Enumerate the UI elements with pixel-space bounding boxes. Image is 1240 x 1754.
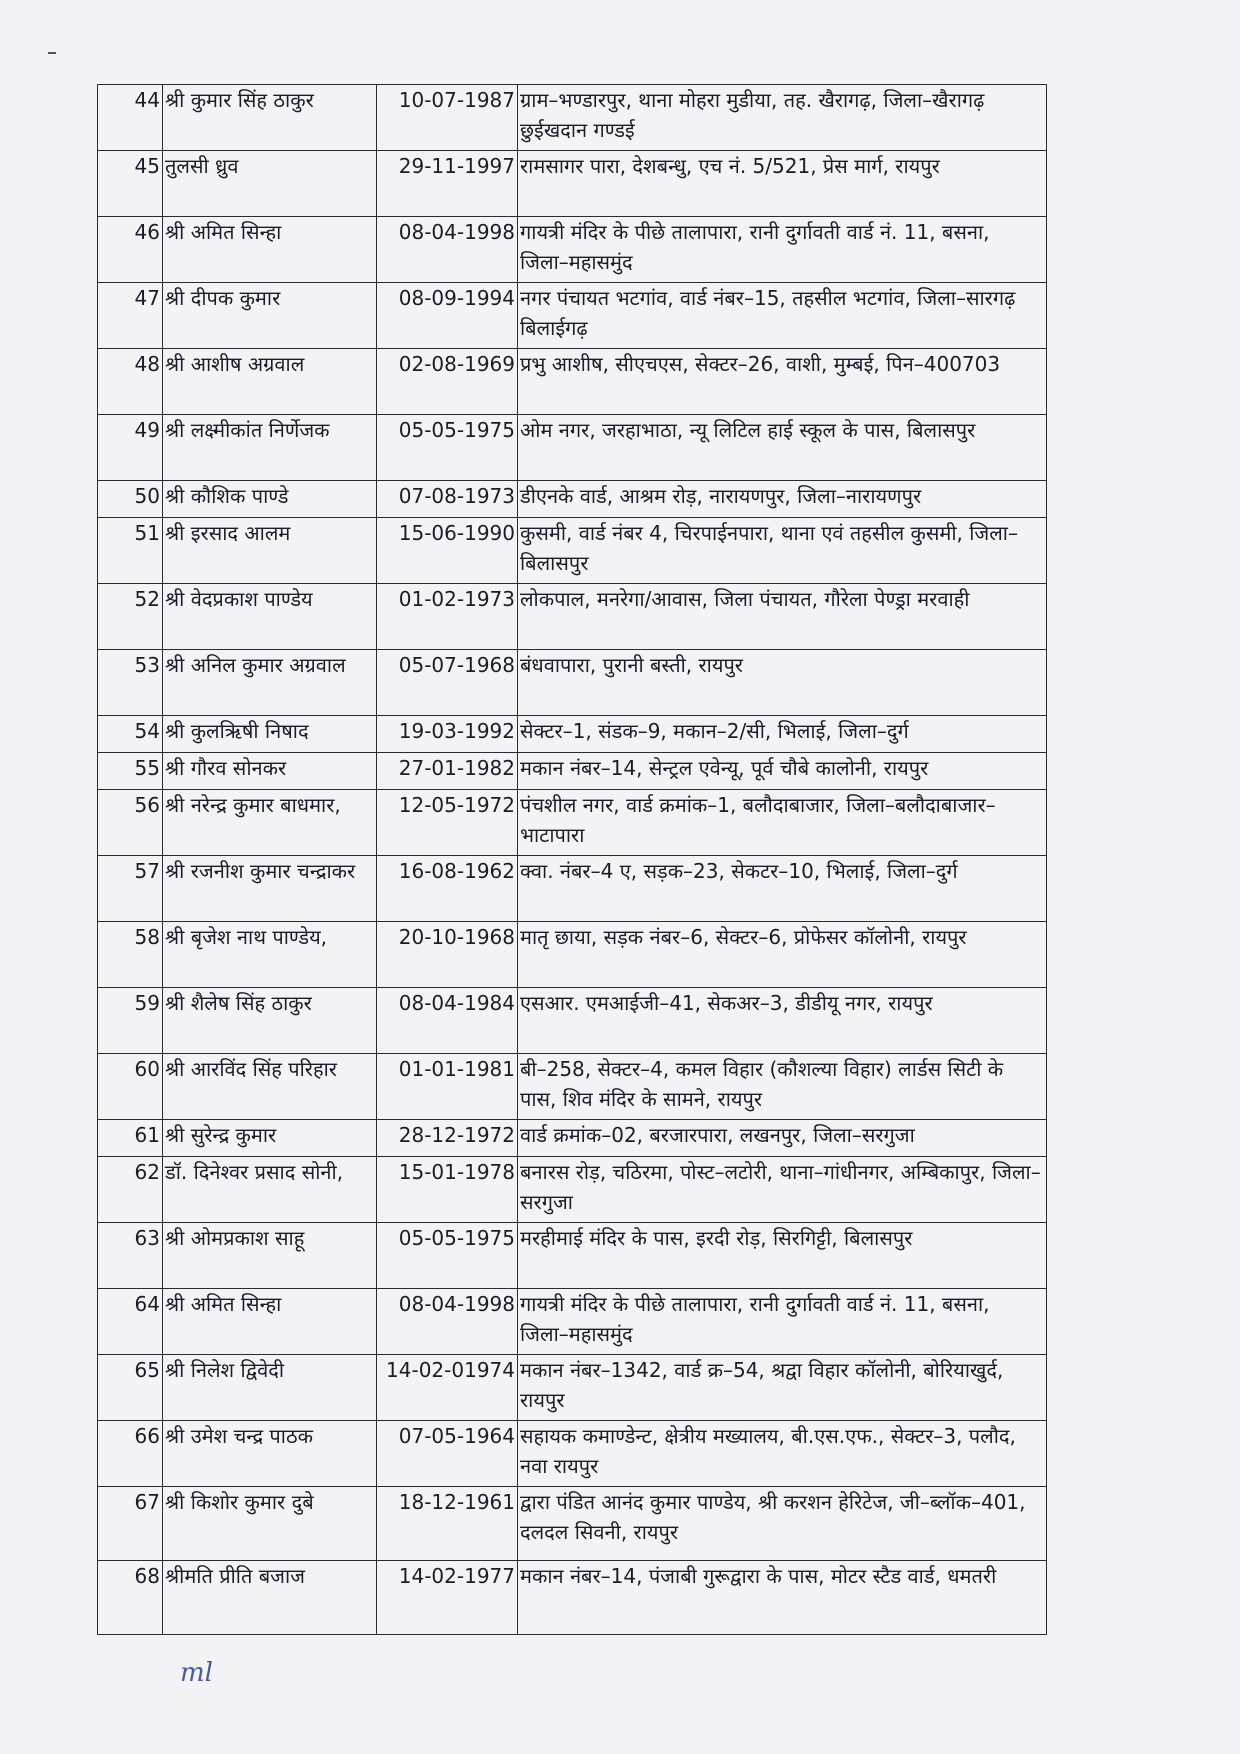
- table-row: [98, 1421, 1047, 1487]
- scan-mark: [48, 52, 56, 54]
- serial-number-cell: 60: [98, 1054, 163, 1120]
- date-of-birth-cell: 16-08-1962: [377, 856, 518, 922]
- address-cell: कुसमी, वार्ड नंबर 4, चिरपाईनपारा, थाना एवं तहसील कुसमी, जिला–बिलासपुर: [518, 518, 1047, 584]
- address-cell: रामसागर पारा, देशबन्धु, एच नं. 5/521, प्रेस मार्ग, रायपुर: [518, 151, 1047, 217]
- serial-number-cell: 57: [98, 856, 163, 922]
- address-cell: सहायक कमाण्डेन्ट, क्षेत्रीय मख्यालय, बी.एस.एफ., सेक्टर–3, पलौद, नवा रायपुर: [518, 1421, 1047, 1487]
- serial-number-cell: 56: [98, 790, 163, 856]
- date-of-birth-cell: 15-01-1978: [377, 1157, 518, 1223]
- date-of-birth-cell: 08-04-1984: [377, 988, 518, 1054]
- date-of-birth-cell: 27-01-1982: [377, 753, 518, 790]
- date-of-birth-cell: 02-08-1969: [377, 349, 518, 415]
- serial-number-cell: 52: [98, 584, 163, 650]
- address-cell: एसआर. एमआईजी–41, सेकअर–3, डीडीयू नगर, रायपुर: [518, 988, 1047, 1054]
- address-cell: मकान नंबर–14, पंजाबी गुरूद्वारा के पास, मोटर स्टैड वार्ड, धमतरी: [518, 1561, 1047, 1635]
- table-row: [98, 1157, 1047, 1223]
- serial-number-cell: 51: [98, 518, 163, 584]
- address-cell: नगर पंचायत भटगांव, वार्ड नंबर–15, तहसील भटगांव, जिला–सारगढ़ बिलाईगढ़: [518, 283, 1047, 349]
- name-cell: डॉ. दिनेश्वर प्रसाद सोनी,: [163, 1157, 377, 1223]
- serial-number-cell: 47: [98, 283, 163, 349]
- name-cell: श्री बृजेश नाथ पाण्डेय,: [163, 922, 377, 988]
- name-cell: श्री उमेश चन्द्र पाठक: [163, 1421, 377, 1487]
- table-row: [98, 716, 1047, 753]
- table-row: [98, 283, 1047, 349]
- name-cell: श्री आशीष अग्रवाल: [163, 349, 377, 415]
- date-of-birth-cell: 05-05-1975: [377, 1223, 518, 1289]
- address-cell: बनारस रोड़, चठिरमा, पोस्ट–लटोरी, थाना–गांधीनगर, अम्बिकापुर, जिला–सरगुजा: [518, 1157, 1047, 1223]
- date-of-birth-cell: 05-05-1975: [377, 415, 518, 481]
- serial-number-cell: 58: [98, 922, 163, 988]
- table-row: [98, 922, 1047, 988]
- table-row: [98, 151, 1047, 217]
- address-cell: मातृ छाया, सड़क नंबर–6, सेक्टर–6, प्रोफेसर कॉलोनी, रायपुर: [518, 922, 1047, 988]
- date-of-birth-cell: 18-12-1961: [377, 1487, 518, 1561]
- table-row: [98, 1054, 1047, 1120]
- name-cell: श्री लक्ष्मीकांत निर्णेजक: [163, 415, 377, 481]
- table-row: [98, 1120, 1047, 1157]
- date-of-birth-cell: 01-02-1973: [377, 584, 518, 650]
- serial-number-cell: 67: [98, 1487, 163, 1561]
- table-row: [98, 518, 1047, 584]
- serial-number-cell: 65: [98, 1355, 163, 1421]
- table-row: [98, 1223, 1047, 1289]
- table-row: [98, 85, 1047, 151]
- date-of-birth-cell: 12-05-1972: [377, 790, 518, 856]
- address-cell: मरहीमाई मंदिर के पास, इरदी रोड़, सिरगिट्टी, बिलासपुर: [518, 1223, 1047, 1289]
- address-cell: ग्राम–भण्डारपुर, थाना मोहरा मुडीया, तह. खैरागढ़, जिला–खैरागढ़ छुईखदान गण्डई: [518, 85, 1047, 151]
- name-cell: श्री अमित सिन्हा: [163, 1289, 377, 1355]
- address-cell: सेक्टर–1, संडक–9, मकान–2/सी, भिलाई, जिला–दुर्ग: [518, 716, 1047, 753]
- address-cell: वार्ड क्रमांक–02, बरजारपारा, लखनपुर, जिला–सरगुजा: [518, 1120, 1047, 1157]
- table-row: [98, 415, 1047, 481]
- date-of-birth-cell: 05-07-1968: [377, 650, 518, 716]
- date-of-birth-cell: 07-05-1964: [377, 1421, 518, 1487]
- address-cell: प्रभु आशीष, सीएचएस, सेक्टर–26, वाशी, मुम्बई, पिन–400703: [518, 349, 1047, 415]
- table-row: [98, 650, 1047, 716]
- serial-number-cell: 48: [98, 349, 163, 415]
- serial-number-cell: 54: [98, 716, 163, 753]
- serial-number-cell: 44: [98, 85, 163, 151]
- name-cell: श्री कौशिक पाण्डे: [163, 481, 377, 518]
- date-of-birth-cell: 01-01-1981: [377, 1054, 518, 1120]
- serial-number-cell: 49: [98, 415, 163, 481]
- name-cell: श्री ओमप्रकाश साहू: [163, 1223, 377, 1289]
- date-of-birth-cell: 19-03-1992: [377, 716, 518, 753]
- serial-number-cell: 66: [98, 1421, 163, 1487]
- name-cell: श्री अमित सिन्हा: [163, 217, 377, 283]
- address-cell: पंचशील नगर, वार्ड क्रमांक–1, बलौदाबाजार, जिला–बलौदाबाजार–भाटापारा: [518, 790, 1047, 856]
- address-cell: बंधवापारा, पुरानी बस्ती, रायपुर: [518, 650, 1047, 716]
- date-of-birth-cell: 10-07-1987: [377, 85, 518, 151]
- table-row: [98, 1355, 1047, 1421]
- name-cell: श्री आरविंद सिंह परिहार: [163, 1054, 377, 1120]
- address-cell: ओम नगर, जरहाभाठा, न्यू लिटिल हाई स्कूल के पास, बिलासपुर: [518, 415, 1047, 481]
- serial-number-cell: 50: [98, 481, 163, 518]
- serial-number-cell: 64: [98, 1289, 163, 1355]
- address-cell: क्वा. नंबर–4 ए, सड़क–23, सेकटर–10, भिलाई, जिला–दुर्ग: [518, 856, 1047, 922]
- table-row: [98, 753, 1047, 790]
- serial-number-cell: 68: [98, 1561, 163, 1635]
- table-row: [98, 988, 1047, 1054]
- address-cell: गायत्री मंदिर के पीछे तालापारा, रानी दुर्गावती वार्ड नं. 11, बसना, जिला–महासमुंद: [518, 217, 1047, 283]
- date-of-birth-cell: 08-04-1998: [377, 217, 518, 283]
- date-of-birth-cell: 28-12-1972: [377, 1120, 518, 1157]
- address-cell: मकान नंबर–1342, वार्ड क्र–54, श्रद्वा विहार कॉलोनी, बोरियाखुर्द, रायपुर: [518, 1355, 1047, 1421]
- name-cell: श्री इरसाद आलम: [163, 518, 377, 584]
- date-of-birth-cell: 15-06-1990: [377, 518, 518, 584]
- records-table-body: [98, 85, 1047, 1635]
- name-cell: श्री कुमार सिंह ठाकुर: [163, 85, 377, 151]
- serial-number-cell: 62: [98, 1157, 163, 1223]
- date-of-birth-cell: 29-11-1997: [377, 151, 518, 217]
- date-of-birth-cell: 14-02-1977: [377, 1561, 518, 1635]
- address-cell: लोकपाल, मनरेगा/आवास, जिला पंचायत, गौरेला पेण्ड्रा मरवाही: [518, 584, 1047, 650]
- address-cell: मकान नंबर–14, सेन्ट्रल एवेन्यू, पूर्व चौबे कालोनी, रायपुर: [518, 753, 1047, 790]
- name-cell: श्री अनिल कुमार अग्रवाल: [163, 650, 377, 716]
- records-table: [97, 84, 1047, 1635]
- serial-number-cell: 59: [98, 988, 163, 1054]
- serial-number-cell: 61: [98, 1120, 163, 1157]
- serial-number-cell: 53: [98, 650, 163, 716]
- table-row: [98, 1561, 1047, 1635]
- serial-number-cell: 63: [98, 1223, 163, 1289]
- name-cell: श्रीमति प्रीति बजाज: [163, 1561, 377, 1635]
- name-cell: श्री गौरव सोनकर: [163, 753, 377, 790]
- address-cell: बी–258, सेक्टर–4, कमल विहार (कौशल्या विहार) लार्डस सिटी के पास, शिव मंदिर के सामने, रायपुर: [518, 1054, 1047, 1120]
- name-cell: श्री कुलऋिषी निषाद: [163, 716, 377, 753]
- table-row: [98, 481, 1047, 518]
- address-cell: द्वारा पंडित आनंद कुमार पाण्डेय, श्री करशन हेरिटेज, जी–ब्लॉक–401, दलदल सिवनी, रायपुर: [518, 1487, 1047, 1561]
- serial-number-cell: 45: [98, 151, 163, 217]
- name-cell: श्री दीपक कुमार: [163, 283, 377, 349]
- name-cell: श्री निलेश द्विवेदी: [163, 1355, 377, 1421]
- table-row: [98, 217, 1047, 283]
- table-row: [98, 1289, 1047, 1355]
- address-cell: गायत्री मंदिर के पीछे तालापारा, रानी दुर्गावती वार्ड नं. 11, बसना, जिला–महासमुंद: [518, 1289, 1047, 1355]
- serial-number-cell: 46: [98, 217, 163, 283]
- name-cell: श्री रजनीश कुमार चन्द्राकर: [163, 856, 377, 922]
- table-row: [98, 790, 1047, 856]
- date-of-birth-cell: 20-10-1968: [377, 922, 518, 988]
- name-cell: श्री वेदप्रकाश पाण्डेय: [163, 584, 377, 650]
- name-cell: तुलसी ध्रुव: [163, 151, 377, 217]
- name-cell: श्री सुरेन्द्र कुमार: [163, 1120, 377, 1157]
- name-cell: श्री नरेन्द्र कुमार बाधमार,: [163, 790, 377, 856]
- handwritten-initials: ml: [180, 1658, 213, 1688]
- serial-number-cell: 55: [98, 753, 163, 790]
- table-row: [98, 349, 1047, 415]
- table-row: [98, 584, 1047, 650]
- name-cell: श्री शैलेष सिंह ठाकुर: [163, 988, 377, 1054]
- date-of-birth-cell: 08-09-1994: [377, 283, 518, 349]
- date-of-birth-cell: 08-04-1998: [377, 1289, 518, 1355]
- table-row: [98, 856, 1047, 922]
- date-of-birth-cell: 07-08-1973: [377, 481, 518, 518]
- name-cell: श्री किशोर कुमार दुबे: [163, 1487, 377, 1561]
- date-of-birth-cell: 14-02-01974: [377, 1355, 518, 1421]
- address-cell: डीएनके वार्ड, आश्रम रोड़, नारायणपुर, जिला–नारायणपुर: [518, 481, 1047, 518]
- table-row: [98, 1487, 1047, 1561]
